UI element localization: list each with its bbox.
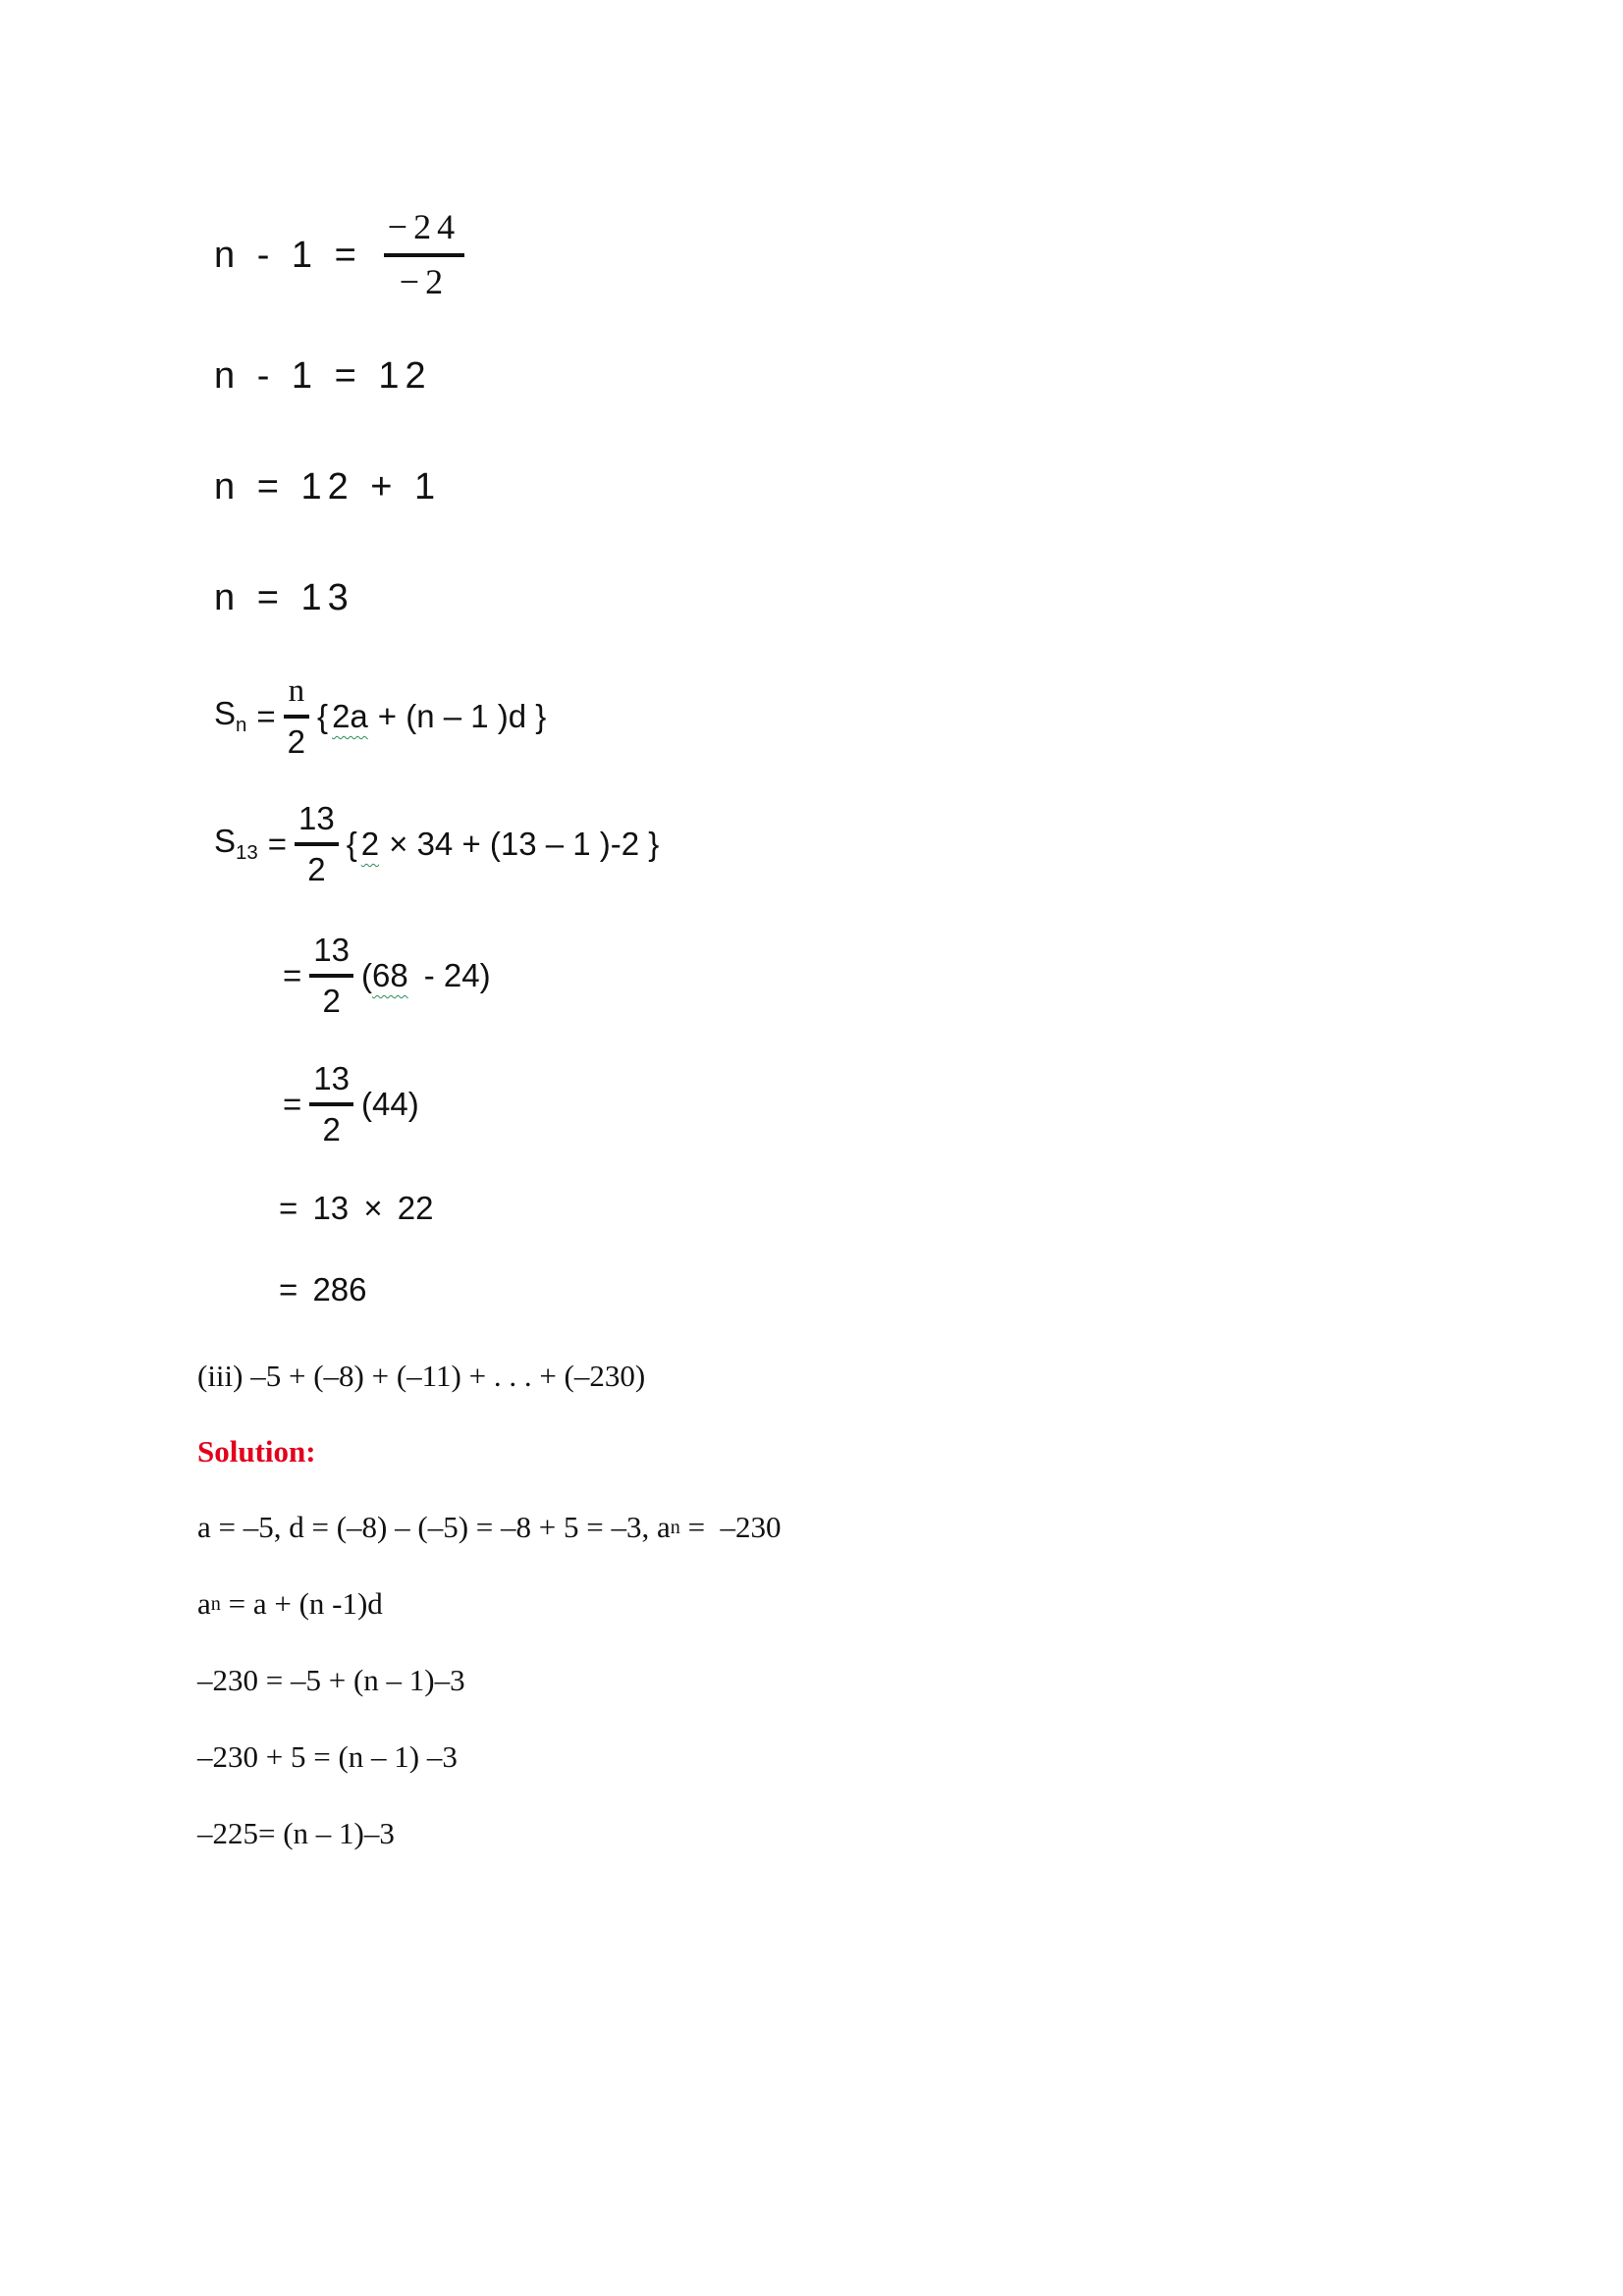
calculation-step-3: = 13 × 22 bbox=[279, 1190, 434, 1226]
fraction-bar bbox=[295, 842, 339, 846]
spellcheck-term: 2 bbox=[360, 826, 380, 862]
formula-base: a bbox=[197, 1586, 211, 1621]
given-text: a = –5, d = (–8) – (–5) = –8 + 5 = –3, a bbox=[197, 1510, 671, 1544]
equation-n-equals-12-plus-1: n = 12 + 1 bbox=[214, 465, 442, 507]
calc-rest: - 24) bbox=[423, 957, 491, 993]
open-brace: { bbox=[317, 698, 329, 734]
solution-label: Solution: bbox=[197, 1434, 316, 1468]
fraction-numerator: 13 bbox=[313, 931, 350, 968]
equals-sign: = bbox=[283, 957, 302, 993]
given-last-term: = –230 bbox=[679, 1510, 782, 1544]
formula-rest: + (n – 1 )d } bbox=[377, 698, 547, 734]
solution-step-2: –230 + 5 = (n – 1) –3 bbox=[197, 1739, 458, 1774]
fraction-denominator: 2 bbox=[307, 851, 326, 887]
spellcheck-term: 2a bbox=[332, 698, 368, 734]
open-brace: { bbox=[346, 826, 357, 862]
equation-n-minus-1-equals-12: n - 1 = 12 bbox=[214, 354, 432, 397]
fraction bbox=[384, 208, 464, 301]
fraction-bar bbox=[384, 253, 464, 257]
sum-formula bbox=[214, 667, 546, 766]
equals-sign: = bbox=[256, 698, 276, 734]
fraction-numerator: 13 bbox=[298, 799, 335, 836]
formula-rest: × 34 + (13 – 1 )-2 } bbox=[389, 826, 660, 862]
equals-sign: = bbox=[267, 826, 288, 862]
fraction-n-over-2 bbox=[284, 673, 309, 761]
calculation-step-2 bbox=[283, 1053, 419, 1155]
fraction-13-over-2 bbox=[309, 933, 353, 1020]
calculation-step-1 bbox=[283, 925, 491, 1027]
fraction-bar bbox=[284, 715, 309, 719]
given-values bbox=[197, 1509, 782, 1546]
subscript-n: n bbox=[210, 1592, 221, 1615]
sum-substitution bbox=[214, 793, 659, 895]
fraction-denominator: 2 bbox=[322, 1111, 341, 1148]
fraction-13-over-2 bbox=[295, 801, 339, 888]
sum-symbol: $S_n$ bbox=[214, 695, 247, 737]
fraction-numerator: 13 bbox=[313, 1059, 350, 1096]
formula-rest: = a + (n -1)d bbox=[220, 1586, 383, 1621]
fraction-bar bbox=[309, 974, 353, 978]
fraction-denominator: −2 bbox=[399, 262, 450, 301]
fraction-denominator: 2 bbox=[322, 983, 341, 1019]
question-iii: (iii) –5 + (–8) + (–11) + . . . + (–230) bbox=[197, 1359, 646, 1393]
equation-n-equals-13: n = 13 bbox=[214, 576, 354, 618]
equals-sign: = bbox=[283, 1086, 302, 1122]
equation-n-minus-1-fraction bbox=[214, 207, 472, 301]
equation-lhs: n - 1 = bbox=[214, 234, 362, 276]
solution-step-3: –225= (n – 1)–3 bbox=[197, 1816, 395, 1850]
calc-rest: (44) bbox=[361, 1086, 419, 1122]
fraction-bar bbox=[309, 1102, 353, 1106]
open-paren: ( bbox=[361, 957, 372, 993]
nth-term-formula bbox=[197, 1585, 383, 1623]
sum-13-symbol: $S_{13}$ bbox=[214, 823, 258, 865]
fraction-denominator: 2 bbox=[287, 723, 306, 760]
fraction-numerator: n bbox=[288, 672, 305, 709]
fraction-numerator: −24 bbox=[387, 207, 461, 247]
calculation-step-4: = 286 bbox=[279, 1271, 367, 1308]
fraction-13-over-2 bbox=[309, 1061, 353, 1148]
solution-step-1: –230 = –5 + (n – 1)–3 bbox=[197, 1663, 465, 1697]
subscript-n: n bbox=[670, 1516, 680, 1538]
spellcheck-term: 68 bbox=[372, 957, 408, 993]
